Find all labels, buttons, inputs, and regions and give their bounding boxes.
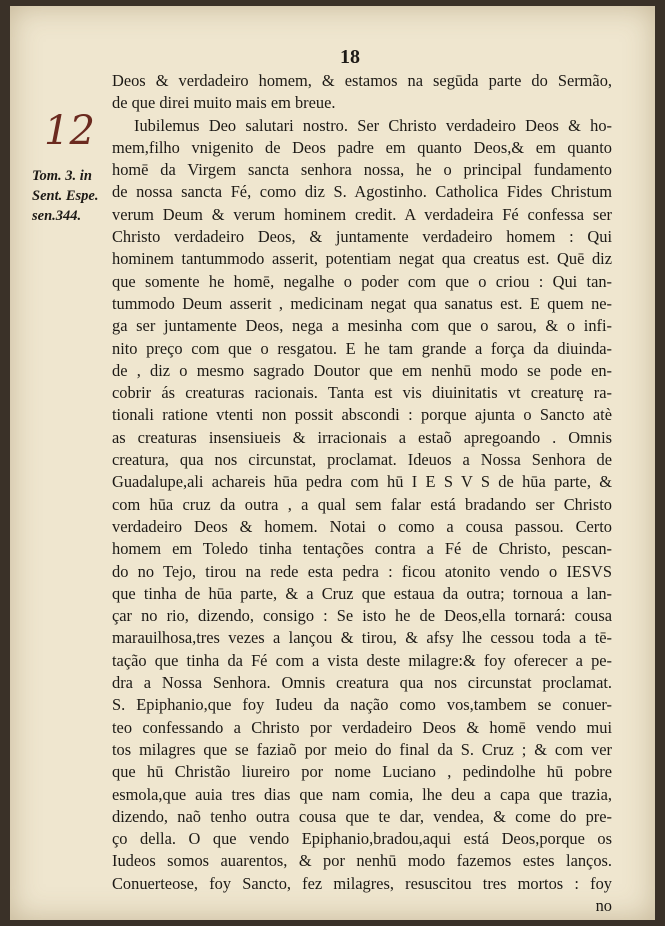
- text-line: que tinha de hūa parte, & a Cruz que estaua da outra; tornoua a lan-: [112, 583, 612, 603]
- text-line: tos milagres que se faziaõ por meio do final da S. Cruz ; & com ver: [112, 739, 612, 759]
- text-line: tação que tinha da Fé com a vista deste milagre:& foy oferecer a pe-: [112, 650, 612, 670]
- text-line: do no Tejo, tirou na rede esta pedra : ficou atonito vendo o IESVS: [112, 561, 612, 581]
- text-line: ço della. O que vendo Epiphanio,bradou,aqui está Deos,porque os: [112, 829, 612, 849]
- text-line: Deos & verdadeiro homem, & estamos na segūda parte do Sermão,: [112, 71, 612, 90]
- text-line: creatura, qua nos circunstat, proclamat. Ideuos a Nossa Senhora de: [112, 450, 612, 470]
- text-line: Guadalupe,ali achareis hūa pedra com hū I E S V S de hūa parte, &: [112, 472, 612, 492]
- body-text: [112, 70, 612, 917]
- book-page: [10, 6, 655, 920]
- text-line: que somente he homē, negalhe o poder com que o criou : Qui tan-: [112, 271, 612, 291]
- text-line: ga ser juntamente Deos, nega a mesinha com que o sarou, & o infi-: [112, 316, 612, 336]
- text-line: teo confessando a Christo por verdadeiro Deos & homē vendo mui: [112, 717, 612, 737]
- text-line: çar no rio, dizendo, consigo : Se isto he de Deos,ella tornará: cousa: [112, 606, 612, 626]
- text-line: Christo verdadeiro Deos, & juntamente verdadeiro homem : Qui: [112, 227, 612, 247]
- text-line: mem,filho vnigenito de Deos padre em quanto Deos,& em quanto: [112, 137, 612, 157]
- text-line: verdadeiro Deos & homem. Notai o como a cousa passou. Certo: [112, 516, 612, 536]
- text-line: dra a Nossa Senhora. Omnis creatura qua nos circunstat proclamat.: [112, 673, 612, 693]
- margin-note-line: Tom. 3. in: [32, 168, 92, 184]
- text-line: homē da Virgem sancta senhora nossa, he o principal fundamento: [112, 160, 612, 180]
- text-line: verum Deum & verum hominem credit. A verdadeira Fé confessa ser: [112, 204, 612, 224]
- text-line: as creaturas insensiueis & irracionais a estaõ apregoando . Omnis: [112, 427, 612, 447]
- text-line: homem em Toledo tinha tentações contra a Fé de Christo, pescan-: [112, 539, 612, 559]
- text-line: Iubilemus Deo salutari nostro. Ser Christo verdadeiro Deos & ho-: [134, 115, 612, 135]
- margin-note-line: Sent. Espe.: [32, 188, 99, 204]
- text-line: tionali ratione vtenti non possit abscondi : porque ajunta o Sancto atè: [112, 405, 612, 425]
- text-line: de nossa sancta Fé, como diz S. Agostinho. Catholica Fides Christum: [112, 182, 612, 202]
- text-line: tummodo Deum asserit , medicinam negat qua sanatus est. E quem ne-: [112, 293, 612, 313]
- text-line: Iudeos somos auarentos, & por nenhū modo fazemos estes lanços.: [112, 851, 612, 871]
- text-line: com hūa cruz da outra , a qual sem falar está bradando ser Christo: [112, 494, 612, 514]
- text-line: esmola,que auia tres dias que nam comia, lhe deu a capa que trazia,: [112, 784, 612, 804]
- margin-note: [32, 166, 124, 226]
- text-line: cobrir ás creaturas racionais. Tanta est vis diuinitatis vt creaturę ra-: [112, 383, 612, 403]
- text-line: dizendo, naõ tenho outra cousa que te dar, vendea, & come do pre-: [112, 806, 612, 826]
- text-line: que hū Christão liureiro por nome Luciano , pedindolhe hū pobre: [112, 762, 612, 782]
- handwritten-number: 12: [44, 108, 95, 154]
- text-line: nito preço com que o resgatou. E he tam grande a força da diuinda-: [112, 338, 612, 358]
- text-line: marauilhosa,tres vezes a lançou & tirou, & afsy lhe cessou toda a tē-: [112, 628, 612, 648]
- margin-note-line: sen.344.: [32, 208, 82, 224]
- text-line: hominem tantummodo asserit, potentiam negat qua creatus est. Quē diz: [112, 249, 612, 269]
- text-line: Conuerteose, foy Sancto, fez milagres, resuscitou tres mortos : foy: [112, 873, 612, 893]
- page-number: 18: [340, 46, 360, 68]
- text-line: de , diz o mesmo sagrado Doutor que em nenhū modo se pode en-: [112, 360, 612, 380]
- text-line: no: [595, 895, 612, 915]
- text-line: S. Epiphanio,que foy Iudeu da nação como vos,tambem se conuer-: [112, 695, 612, 715]
- text-line: de que direi muito mais em breue.: [112, 93, 336, 113]
